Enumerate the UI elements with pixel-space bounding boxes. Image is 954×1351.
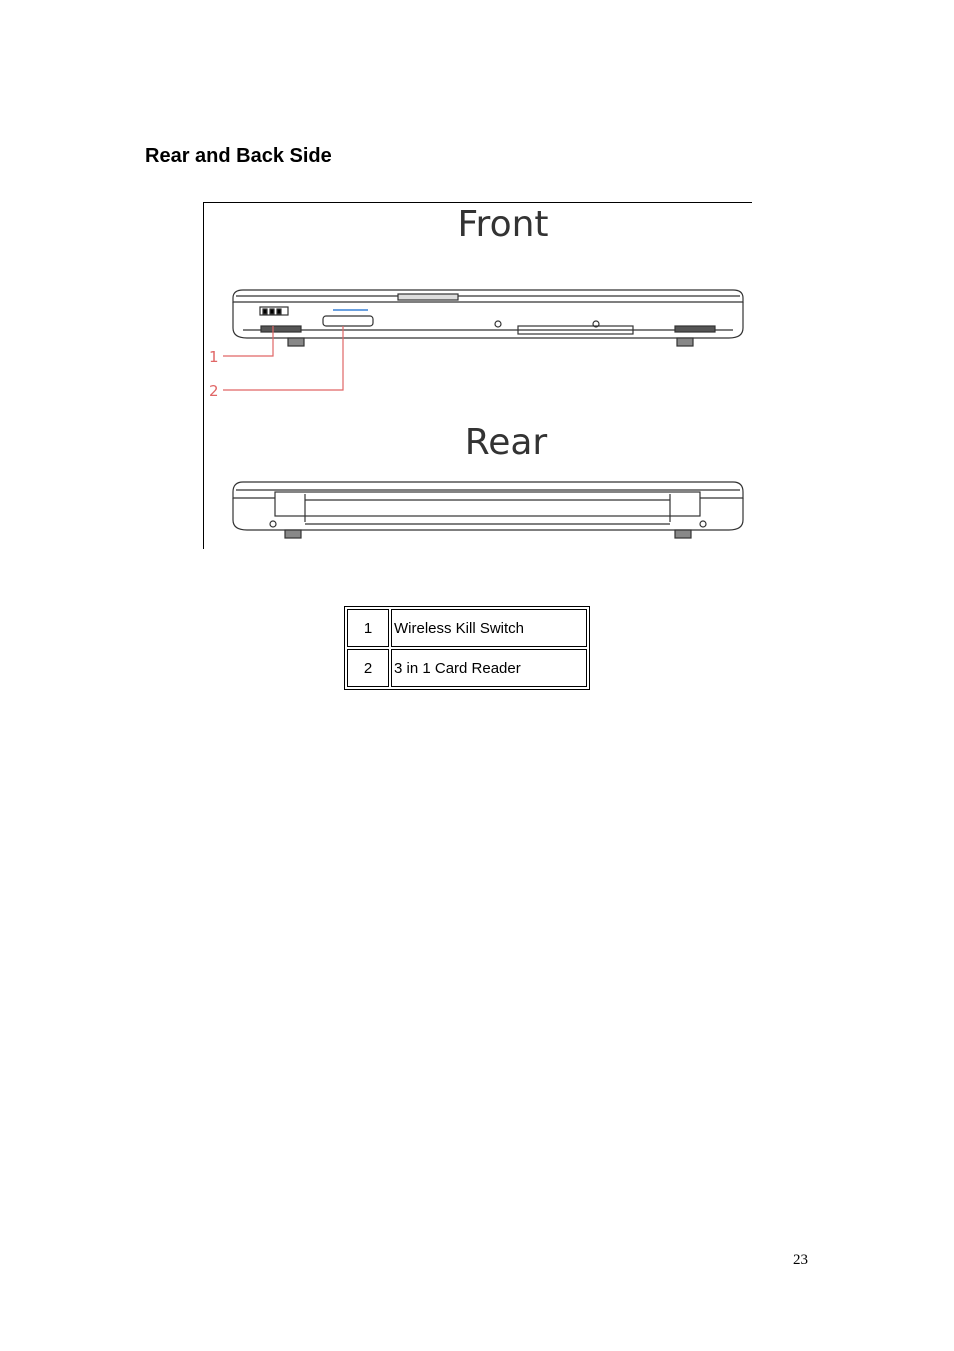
page-heading: Rear and Back Side [145, 145, 332, 167]
legend-table [344, 606, 590, 690]
legend-number: 2 [347, 649, 389, 687]
legend-number: 1 [347, 609, 389, 647]
page-number: 23 [793, 1252, 808, 1268]
callout-2-label: 2 [209, 382, 219, 400]
callout-lines [223, 326, 343, 390]
rear-label: Rear [464, 422, 548, 463]
laptop-front-view [233, 290, 743, 346]
laptop-diagram [203, 202, 752, 549]
laptop-rear-view [233, 482, 743, 538]
table-row [347, 649, 587, 687]
front-label: Front [457, 204, 549, 245]
callout-1-label: 1 [209, 348, 219, 366]
legend-label: Wireless Kill Switch [391, 609, 587, 647]
table-row [347, 609, 587, 647]
legend-label: 3 in 1 Card Reader [391, 649, 587, 687]
